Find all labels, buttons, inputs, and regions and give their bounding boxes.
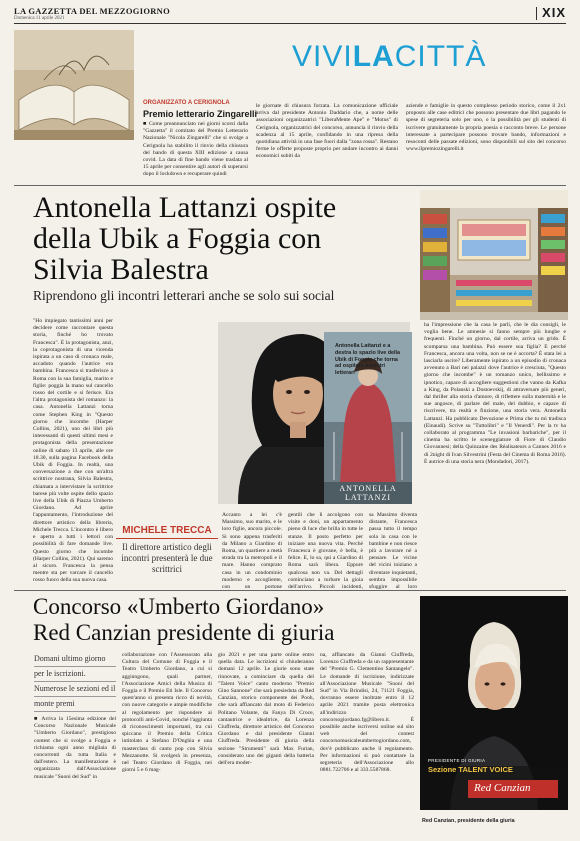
top-story-title: Premio letterario Zingarelli bbox=[143, 109, 258, 119]
photo-caption bbox=[335, 343, 405, 377]
section-title bbox=[292, 42, 486, 72]
section-title-part-2: LA bbox=[352, 40, 395, 73]
book-cover-author-line-1: ANTONELLA bbox=[339, 484, 397, 493]
bookstore-interior-photo bbox=[420, 190, 568, 320]
second-headline-line-2: Red Canzian presidente di giuria bbox=[33, 620, 335, 645]
photo-label-small: PRESIDENTE DI GIURIA bbox=[428, 758, 486, 763]
side-quote-line: monte premi bbox=[34, 697, 116, 712]
second-story-column-4: na, affiancato da Gianni Ciuffreda, Lorenzo Ciuffreda e da un rappresentante del "Premio G. Clementino Santangelo". Le domande di iscrizione, indirizzate all'Associazione Musicale "Suoni del Sud" in Via Brindisi, 24, 71121 Foggia, dovranno essere inoltrate entro il 12 aprile 2021 tramite posta elettronica all'indirizzo concorsogiordano.fg@libero.it. È possibile anche iscriversi online sul sito web del contest concorsomusicaleumbertogiordano.com, dov'è pubblicato anche il regolamento. Per informazioni si può contattare la segreteria dell'Associazione allo 0881.722706 e al 333.5587868. bbox=[320, 652, 414, 774]
red-canzian-photo bbox=[420, 596, 568, 810]
second-story-column-1: ■ Arriva la 15esima edizione del Concorso Nazionale Musicale "Umberto Giordano", prestigioso contest che si svolge a Foggia e richiama ogni anno migliaia di concorrenti da tutta Italia e dall'estero. La manifestazione è organizzata dall'Associazione musicale "Suoni del Sud" in bbox=[34, 716, 116, 780]
side-quote bbox=[34, 652, 116, 712]
second-story-column-2: collaborazione con l'Assessorato alla Cultura del Comune di Foggia e il Teatro Umberto Giordano, a cui si aggiungono, quali partner, l'Associazione Amici della Musica di Foggia e il Premio Eti Isle. Il Concorso quest'anno si presenta ricco di novità, con nuove categorie e ampie modifiche al regolamento per rispondere ai protocolli anti-Covid, nonché l'aggiunta di riconoscimenti importanti, tra cui spiccano il Premio della Critica intitolato a Stefano D'Onghia e una masterclass di canto pop con Silvia Mezzanotte. Si svolgerà in presenza, nel Teatro Giordano di Foggia, nei giorni 5 e 6 mag- bbox=[122, 652, 212, 774]
main-story-column-1: "Ho impiegato tantissimi anni per decidere come raccontare questa storia, finché ho trovato Francesca". È la protagonista, anzi, la coprotagonista di una vicenda ispirata a un caso di cronaca reale, accaduto quando l'autrice era bambina. Francesca si trasferisce a Roma con la sua famiglia, marito e figlie: poggia la mano sul cancello rosso del cortile e si ferisce. Era l'altra protagonista del romanzo: la casa. Antonella Lattanzi torna come Stephen King in "Questo giorno che incombe (Harper Collins, 2021), uno dei libri più interessanti di questi ultimi mesi e protagonista della presentazione online di sabato 13 aprile, alle ore 18.30, sulla pagina Facebook della Ubik di Foggia. In realtà, una conversazione a due con un'altra scrittrice nostrana, Silvia Balestra, chiamata a intervistare la scrittrice barese più volte ospite dello spazio live della Ubik di Piazza Umberto Giordano. Ad aprire l'appuntamento, l'introduzione del direttore artistico della libreria, Michele Trecca. L'incontro è libero e aperto a tutti i lettori con possibilità di fare domande live. Questo giorno che incombe (Harper Collins, 2021). Qui saremo al sicuro. Francesca la pensa mentre sta per varcare il cancello rosso fuoco della sua nuova casa. bbox=[33, 318, 113, 584]
pull-quote-text: Il direttore artistico degli incontri presenterà le due scrittrici bbox=[121, 542, 213, 574]
photo-label-big: Sezione TALENT VOICE bbox=[428, 765, 513, 774]
book-cover-author-line-2: LATTANZI bbox=[344, 493, 391, 502]
top-story-column-1: ■ Come preannunciato nei giorni scorsi dalla "Gazzetta" il comitato del Premio Letterario Nazionale "Nicola Zingarelli" che si svolge a Cerignola ha stabilito il rinvio della chiusura del bando di questa XIII edizione a causa covid. La data di fine bando viene traslata al 15 aprile per consentire agli autori di superarsi dopo il lockdown e recuperare quindi bbox=[143, 121, 248, 178]
open-book-photo bbox=[14, 30, 134, 140]
section-divider-bottom bbox=[14, 590, 566, 591]
top-story-kicker: ORGANIZZATO A CERIGNOLA bbox=[143, 100, 230, 106]
section-title-part-3: CITTÀ bbox=[394, 40, 487, 73]
second-headline bbox=[33, 594, 403, 646]
side-quote-line: Numerose le sezioni ed il bbox=[34, 682, 116, 697]
red-canzian-caption: Red Canzian, presidente della giuria bbox=[422, 818, 515, 824]
issue-date: Domenica 11 aprile 2021 bbox=[14, 16, 65, 21]
side-quote-line: per le iscrizioni. bbox=[34, 667, 116, 682]
photo-signature: Red Canzian bbox=[474, 782, 531, 794]
section-title-part-1: VIVI bbox=[292, 40, 353, 73]
side-quote-line: Domani ultimo giorno bbox=[34, 652, 116, 667]
newspaper-name: LA GAZZETTA DEL MEZZOGIORNO bbox=[14, 6, 171, 16]
pull-quote-name: MICHELE TRECCA bbox=[116, 525, 218, 539]
photo-caption-text: Antonella Lattanzi e a destra lo spazio live della Ubik di Foggia che torna ad ospitare incontri letterari bbox=[335, 343, 401, 377]
page-number: XIX bbox=[542, 5, 566, 20]
main-story-column-2: Accanto a lei c'è Massimo, suo marito, e le loro figlie, ancora piccole. Si sono appena trasferiti da Milano a Giardino di Roma, un quartiere a metà strada tra la metropoli e il mare. Hanno comprato casa in un condominio moderno e accogliente, con un portone bbox=[222, 512, 282, 590]
second-story-column-3: gio 2021 e per una parte online entro quella data. Le iscrizioni si chiuderanno domani 12 aprile. Le giurie sono state rinnovate, a cominciare da quella del "Talent Voice" canto moderno "Premio Gino Sannone" che sarà presieduta da Red Canzian, storico componente dei Pooh, che sarà affiancato dal moto di Federico Politano Volante, da Fanya Di Croce, cantautrice e idealtrice, da Lorenza Ciuffreda, direttore artistico del Concorso Giordano e dal presidente Gianni Ciuffreda. Presidente di giuria della sezione "Strumenti" sarà Max Furian, considerato uno dei giganti della batteria dell'era moder- bbox=[218, 652, 314, 767]
main-story-column-4: sa Massimo diventa distante, Francesca passa tutto il tempo sola in casa con le bambine e non riesce più a lavorare né a pensare. Le vicine del vicini iniziano a diventare inquietanti, sembra impossibile sfuggire al loro bbox=[369, 512, 417, 590]
main-story-column-3: gentili che li accolgono con visite e doni, un appartamento pieno di luce che brilla in tutte le stanze. Il posto perfetto per iniziare una nuova vita. Perché Francesca è giovane, è bella, è felice. E, lo sa, qui a Giardino di Roma sarà libera. Eppure qualcosa non va. Del dettagli cominciano a turbare la gioia dell'arrivo. Piccoli incidenti, bbox=[288, 512, 363, 590]
top-story-column-3: aziende e famiglie in questo complesso periodo storico, come il 2x1 proposto alle case editrici che possono presentare due libri pagando le spese di segreteria solo per uno, o la possibilità per gli studenti di iscrivere gratuitamente la propria poesia o racconto breve. Le persone interessate a partecipare possono trovare bando, informazioni e resoconti delle passate edizioni, sono disponibili sul sito del concorso www.ilpremiozingarelli.it bbox=[406, 103, 566, 153]
top-story-column-2: le giornate di chiusura forzata. La comunicazione ufficiale arriva dal presidente Antonio Daddario che, a nome delle associazioni organizzatrici "LiberaMente Ape" e "Motus" di Cerignola, organizzatrici del concorso, annuncia il rinvio della scadenza al 15 aprile, confidando in una ripresa della quotidiana attività in una fase fuori dalla "zona rossa". Restano ferme le offerte proposte proprio per andare incontro ai danni economici subiti da bbox=[256, 103, 398, 160]
main-story-column-5: ha l'impressione che la casa le parli, che le dia consigli, le voglia bene. Le amnesie si fanno sempre più lunghe e frequenti. Finché un giorno, dal cortile, arriva un grido. È scomparsa una bambina. Può essere sua figlia? E perché Francesca, ancora una volta, non se ne è accorta? È stata lei a lasciarla uscire? Liberamente ispirato a un episodio di cronaca avvenuto a Bari nei palazzi dove l'autrice è cresciuta, "Questo giorno che incombe" è un romanzo unico, bellissimo e ipnotico, capace di accogliere suggestioni che vanno da Kafka a King, da Polanski a Dostoevskij, di attraversare più generi, dal thriller alla storia d'amore, di riflettere sulla maternità e le sue angosce, di parlare del male, del dubbio, e capace di riscrivere, tra realtà e finzione, una storia vera. Antonella Lattanzi. Ha pubblicato Devozione e Prima che tu mi tradisca (Einaudi). Scrive su "Tuttolibri" e "Il Venerdì". Per la tv ha collaborato al programma "Le invasioni barbariche", per il cinema ha scritto le sceneggiature di Fiore di Claudio Giovannesi; della Quinzaine des Réalisateurs a Cannes 2016 e di 2night di Ivan Silvestrini (Festa del Cinema di Roma 2016). È autrice di una storia nera (Mondadori, 2017). bbox=[424, 322, 566, 465]
masthead bbox=[14, 6, 566, 24]
second-headline-line-1: Concorso «Umberto Giordano» bbox=[33, 594, 325, 619]
pull-quote-box bbox=[116, 525, 218, 575]
section-divider-top bbox=[14, 185, 566, 186]
main-subheadline: Riprendono gli incontri letterari anche se solo sui social bbox=[33, 288, 335, 303]
main-headline: Antonella Lattanzi ospite della Ubik a Foggia con Silvia Balestra bbox=[33, 191, 337, 286]
